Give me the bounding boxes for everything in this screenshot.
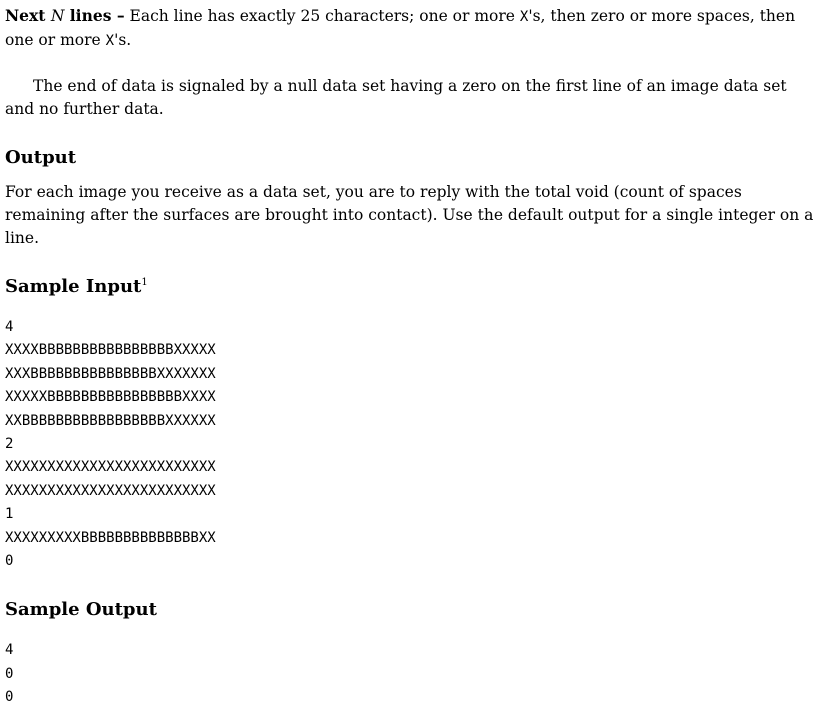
definition-text-3: 's.: [114, 31, 132, 49]
sample-output-line: 4: [5, 642, 14, 659]
next-lines-term: [5, 6, 125, 25]
sample-input-line: XXXXXXXXXXXXXXXXXXXXXXXXX: [5, 459, 216, 476]
term-suffix: lines –: [64, 6, 125, 25]
output-heading: Output: [5, 147, 77, 168]
next-lines-definition: [5, 4, 819, 53]
sample-input-line: XXXXXXXXXXXXXXXXXXXXXXXXX: [5, 482, 216, 499]
end-of-data-paragraph: The end of data is signaled by a null data set having a zero on the first line of an image data set and no further data.: [5, 77, 787, 118]
problem-statement-page: [5, 4, 819, 710]
sample-input-code: [5, 316, 819, 573]
sample-input-line: 4: [5, 319, 14, 335]
sample-output-heading: Sample Output: [5, 599, 157, 621]
sample-input-line: 1: [5, 506, 14, 523]
term-prefix: Next: [5, 6, 51, 25]
footnote-mark: 1: [141, 277, 148, 288]
sample-input-heading: [5, 274, 819, 300]
x-glyph: X: [105, 33, 115, 49]
x-glyph: X: [519, 9, 529, 25]
sample-output-code: [5, 639, 819, 709]
sample-input-line: XXBBBBBBBBBBBBBBBBBXXXXXX: [5, 412, 216, 429]
output-description: For each image you receive as a data set, you are to reply with the total void (count of spaces remaining after the surfaces are brought into contact). Use the default output for a single integer on a line.: [5, 183, 814, 247]
sample-input-line: 0: [5, 553, 14, 570]
sample-input-heading-text: Sample Input: [5, 276, 142, 297]
sample-input-line: XXXXXBBBBBBBBBBBBBBBBXXXX: [5, 389, 216, 406]
sample-output-line: 0: [5, 665, 14, 682]
sample-input-line: XXXXXXXXXBBBBBBBBBBBBBBXX: [5, 529, 216, 546]
definition-text-2: 's, then zero or more spaces, then one or more: [5, 7, 796, 49]
definition-text-1: Each line has exactly 25 characters; one or more: [129, 7, 520, 25]
term-variable: N: [50, 7, 65, 25]
sample-input-line: 2: [5, 436, 14, 453]
sample-output-line: 0: [5, 689, 14, 706]
sample-input-line: XXXXBBBBBBBBBBBBBBBBXXXXX: [5, 342, 216, 359]
sample-input-line: XXXBBBBBBBBBBBBBBBXXXXXXX: [5, 365, 216, 382]
